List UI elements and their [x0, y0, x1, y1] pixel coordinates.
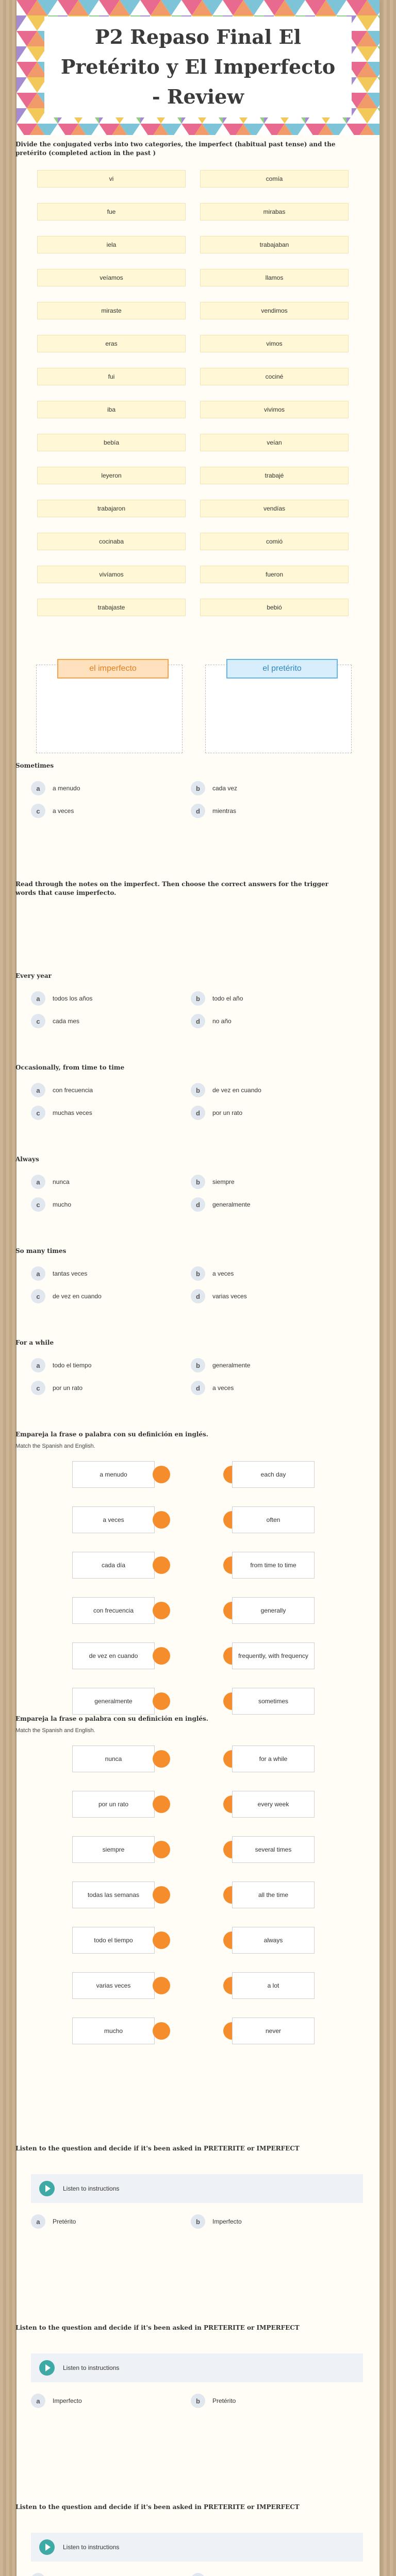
option-text: a veces	[212, 1384, 234, 1392]
match-term[interactable]: por un rato	[72, 1791, 155, 1818]
draggable-verb[interactable]: vendías	[200, 500, 349, 517]
option-letter: b	[191, 781, 205, 795]
match-connector[interactable]	[153, 1692, 170, 1710]
match-term[interactable]: cada día	[72, 1552, 155, 1579]
answer-option[interactable]	[191, 1012, 345, 1030]
option-letter: a	[31, 991, 45, 1006]
option-text: cada vez	[212, 785, 238, 792]
match-term[interactable]: varias veces	[72, 1972, 155, 1999]
mc-question	[15, 972, 348, 980]
match-term[interactable]: con frecuencia	[72, 1597, 155, 1624]
draggable-verb[interactable]: comía	[200, 170, 349, 188]
category-label: el imperfecto	[57, 659, 169, 679]
match-term[interactable]: nunca	[72, 1745, 155, 1772]
play-triangle	[45, 2185, 51, 2192]
match-term[interactable]: todas las semanas	[72, 1882, 155, 1908]
draggable-verb[interactable]: vivimos	[200, 401, 349, 418]
answer-option[interactable]	[191, 1287, 345, 1306]
match-connector[interactable]	[153, 1750, 170, 1768]
draggable-verb[interactable]: mirabas	[200, 203, 349, 221]
option-text: cada mes	[53, 1018, 80, 1025]
draggable-verb[interactable]: fue	[37, 203, 186, 221]
match-definition[interactable]: for a while	[232, 1745, 315, 1772]
option-letter: a	[31, 781, 45, 795]
audio-player[interactable]	[31, 2533, 363, 2562]
match-connector[interactable]	[153, 1977, 170, 1994]
option-text: por un rato	[212, 1109, 243, 1116]
match-definition[interactable]: always	[232, 1927, 315, 1954]
option-letter: c	[31, 804, 45, 818]
match-definition[interactable]: never	[232, 2018, 315, 2044]
option-text: muchas veces	[53, 1109, 92, 1116]
category-preterito[interactable]	[205, 665, 352, 753]
match-definition[interactable]: often	[232, 1506, 315, 1533]
draggable-verb[interactable]: comió	[200, 533, 349, 550]
title-banner	[16, 0, 380, 135]
match-term[interactable]: a menudo	[72, 1461, 155, 1488]
option-letter: d	[191, 1106, 205, 1120]
option-text: con frecuencia	[53, 1087, 93, 1094]
option-text: a veces	[53, 807, 74, 815]
draggable-verb[interactable]: vendimos	[200, 302, 349, 319]
question-text: Read through the notes on the imperfect. Then choose the correct answers for the trigger words that cause imperfecto.	[15, 880, 328, 896]
option-letter: b	[191, 1358, 205, 1372]
category-imperfecto[interactable]	[36, 665, 183, 753]
draggable-verb[interactable]: iela	[37, 236, 186, 253]
draggable-verb[interactable]: vimos	[200, 335, 349, 352]
option-letter: a	[31, 2214, 45, 2229]
option-letter: b	[191, 1083, 205, 1097]
listening-question	[15, 2324, 348, 2332]
match-term[interactable]: generalmente	[72, 1688, 155, 1715]
match-connector[interactable]	[153, 1556, 170, 1574]
draggable-verb[interactable]: trabajaron	[37, 500, 186, 517]
option-text: generalmente	[212, 1362, 251, 1369]
option-text: mucho	[53, 1201, 72, 1208]
option-letter: b	[191, 991, 205, 1006]
match-connector[interactable]	[153, 1795, 170, 1813]
question-text: Listen to the question and decide if it's been asked in PRETERITE or IMPERFECT	[15, 2324, 300, 2331]
option-text: generalmente	[212, 1201, 251, 1208]
option-letter: b	[191, 2214, 205, 2229]
option-letter: d	[191, 1014, 205, 1028]
question-text: Always	[15, 1156, 39, 1163]
draggable-verb[interactable]: bebió	[200, 599, 349, 616]
page-title: P2 Repaso Final El Pretérito y El Imperfecto - Review	[60, 25, 336, 108]
match-definition[interactable]: sometimes	[232, 1688, 315, 1715]
match-term[interactable]: a veces	[72, 1506, 155, 1533]
match-term[interactable]: todo el tiempo	[72, 1927, 155, 1954]
mc-question	[15, 1063, 348, 1072]
question-text: So many times	[15, 1247, 67, 1255]
match-definition[interactable]: generally	[232, 1597, 315, 1624]
option-text: tantas veces	[53, 1270, 88, 1277]
answer-option[interactable]	[31, 1104, 186, 1122]
match-definition[interactable]: a lot	[232, 1972, 315, 1999]
mc-question	[15, 761, 348, 770]
option-text: de vez en cuando	[53, 1293, 102, 1300]
option-text: todo el tiempo	[53, 1362, 92, 1369]
mc-question	[15, 1155, 348, 1164]
option-text: todos los años	[53, 995, 93, 1002]
option-letter: a	[31, 2394, 45, 2408]
answer-option[interactable]	[31, 1287, 186, 1306]
answer-option[interactable]	[31, 2571, 186, 2576]
mc-question	[15, 1247, 348, 1256]
question-subtitle: Match the Spanish and English.	[15, 1727, 95, 1734]
draggable-verb[interactable]: trabajaste	[37, 599, 186, 616]
option-text: varias veces	[212, 1293, 247, 1300]
match-connector[interactable]	[153, 2022, 170, 2040]
match-definition[interactable]: all the time	[232, 1882, 315, 1908]
question-text: Listen to the question and decide if it's been asked in PRETERITE or IMPERFECT	[15, 2145, 300, 2152]
mc-question	[15, 880, 348, 897]
match-connector[interactable]	[153, 1466, 170, 1483]
answer-option[interactable]	[31, 802, 186, 820]
category-label: el pretérito	[226, 659, 338, 679]
draggable-verb[interactable]: llamos	[200, 269, 349, 286]
match-connector[interactable]	[153, 1931, 170, 1949]
question-text: Sometimes	[15, 762, 54, 769]
audio-player[interactable]	[31, 2353, 363, 2382]
question-subtitle: Match the Spanish and English.	[15, 1443, 95, 1449]
match-definition[interactable]: every week	[232, 1791, 315, 1818]
draggable-verb[interactable]: leyeron	[37, 467, 186, 484]
option-text: por un rato	[53, 1384, 83, 1392]
option-letter: c	[31, 1014, 45, 1028]
match-definition[interactable]: several times	[232, 1836, 315, 1863]
option-letter: a	[31, 1358, 45, 1372]
option-letter: d	[191, 1381, 205, 1395]
option-text: a veces	[212, 1270, 234, 1277]
answer-option[interactable]	[191, 1379, 345, 1397]
title-card	[44, 16, 352, 117]
answer-option[interactable]	[31, 1081, 186, 1099]
answer-option[interactable]	[31, 2392, 186, 2410]
audio-player[interactable]	[31, 2174, 363, 2203]
answer-option[interactable]	[191, 1104, 345, 1122]
option-text: nunca	[53, 1178, 70, 1185]
match-question	[15, 1715, 348, 1734]
answer-option[interactable]	[191, 989, 345, 1008]
draggable-verb[interactable]: cociné	[200, 368, 349, 385]
sort-question	[15, 140, 348, 158]
draggable-verb[interactable]: fui	[37, 368, 186, 385]
match-connector[interactable]	[153, 1647, 170, 1665]
option-text: Pretérito	[53, 2218, 76, 2225]
draggable-verb[interactable]: vivíamos	[37, 566, 186, 583]
play-icon[interactable]	[39, 2181, 55, 2196]
option-letter: c	[31, 1197, 45, 1212]
answer-option[interactable]	[191, 2571, 345, 2576]
option-letter	[31, 2573, 45, 2576]
match-term[interactable]: de vez en cuando	[72, 1642, 155, 1669]
answer-option[interactable]	[31, 989, 186, 1008]
question-text: For a while	[15, 1339, 54, 1346]
answer-option[interactable]	[191, 1173, 345, 1191]
option-letter: c	[31, 1106, 45, 1120]
answer-option[interactable]	[31, 779, 186, 798]
draggable-verb[interactable]: trabajaban	[200, 236, 349, 253]
option-text: siempre	[212, 1178, 235, 1185]
option-text: a menudo	[53, 785, 80, 792]
answer-option[interactable]	[31, 1379, 186, 1397]
play-label: Listen to instructions	[63, 2364, 120, 2371]
play-icon[interactable]	[39, 2539, 55, 2555]
match-definition[interactable]: from time to time	[232, 1552, 315, 1579]
question-text: Divide the conjugated verbs into two categories, the imperfect (habitual past tense) and the pretérito (completed action in the past )	[15, 141, 336, 157]
question-text: Every year	[15, 972, 52, 979]
answer-option[interactable]	[191, 1264, 345, 1283]
answer-option[interactable]	[191, 2212, 345, 2231]
draggable-verb[interactable]: vi	[37, 170, 186, 188]
answer-option[interactable]	[191, 1195, 345, 1214]
option-letter: d	[191, 1197, 205, 1212]
answer-option[interactable]	[191, 1081, 345, 1099]
answer-option[interactable]	[31, 2212, 186, 2231]
answer-option[interactable]	[191, 802, 345, 820]
listening-question	[15, 2503, 348, 2512]
answer-option[interactable]	[31, 1195, 186, 1214]
draggable-verb[interactable]: bebía	[37, 434, 186, 451]
question-text: Empareja la frase o palabra con su definición en inglés.	[15, 1431, 208, 1438]
draggable-verb[interactable]: fueron	[200, 566, 349, 583]
draggable-verb[interactable]: miraste	[37, 302, 186, 319]
question-text: Occasionally, from time to time	[15, 1064, 125, 1071]
option-letter: c	[31, 1289, 45, 1303]
draggable-verb[interactable]: eras	[37, 335, 186, 352]
answer-option[interactable]	[31, 1173, 186, 1191]
option-text: de vez en cuando	[212, 1087, 261, 1094]
option-letter: a	[31, 1083, 45, 1097]
listening-question	[15, 2144, 348, 2153]
question-text: Empareja la frase o palabra con su definición en inglés.	[15, 1715, 208, 1722]
option-text: Imperfecto	[212, 2218, 242, 2225]
draggable-verb[interactable]: veíamos	[37, 269, 186, 286]
match-term[interactable]: siempre	[72, 1836, 155, 1863]
answer-option[interactable]	[31, 1264, 186, 1283]
option-letter: d	[191, 804, 205, 818]
draggable-verb[interactable]: trabajé	[200, 467, 349, 484]
match-connector[interactable]	[153, 1602, 170, 1619]
option-text: Pretérito	[212, 2397, 236, 2404]
answer-option[interactable]	[31, 1356, 186, 1375]
draggable-verb[interactable]: iba	[37, 401, 186, 418]
match-connector[interactable]	[153, 1886, 170, 1904]
match-term[interactable]: mucho	[72, 2018, 155, 2044]
option-letter: c	[31, 1381, 45, 1395]
option-letter: b	[191, 1266, 205, 1281]
mc-question	[15, 1338, 348, 1347]
option-letter	[191, 2573, 205, 2576]
play-icon[interactable]	[39, 2360, 55, 2376]
option-text: todo el año	[212, 995, 243, 1002]
play-triangle	[45, 2364, 51, 2371]
option-letter: b	[191, 2394, 205, 2408]
match-definition[interactable]: frequently, with frequency	[232, 1642, 315, 1669]
option-text: mientras	[212, 807, 237, 815]
play-triangle	[45, 2544, 51, 2551]
draggable-verb[interactable]: cocinaba	[37, 533, 186, 550]
match-definition[interactable]: each day	[232, 1461, 315, 1488]
match-connector[interactable]	[153, 1841, 170, 1858]
option-text: no año	[212, 1018, 232, 1025]
answer-option[interactable]	[31, 1012, 186, 1030]
answer-option[interactable]	[191, 2392, 345, 2410]
answer-option[interactable]	[191, 1356, 345, 1375]
option-text: Imperfecto	[53, 2397, 82, 2404]
match-question	[15, 1430, 348, 1449]
option-letter: a	[31, 1266, 45, 1281]
question-text: Listen to the question and decide if it's been asked in PRETERITE or IMPERFECT	[15, 2503, 300, 2511]
option-letter: a	[31, 1175, 45, 1189]
option-letter: b	[191, 1175, 205, 1189]
match-connector[interactable]	[153, 1511, 170, 1529]
play-label: Listen to instructions	[63, 2544, 120, 2551]
play-label: Listen to instructions	[63, 2185, 120, 2192]
option-letter: d	[191, 1289, 205, 1303]
draggable-verb[interactable]: veían	[200, 434, 349, 451]
answer-option[interactable]	[191, 779, 345, 798]
